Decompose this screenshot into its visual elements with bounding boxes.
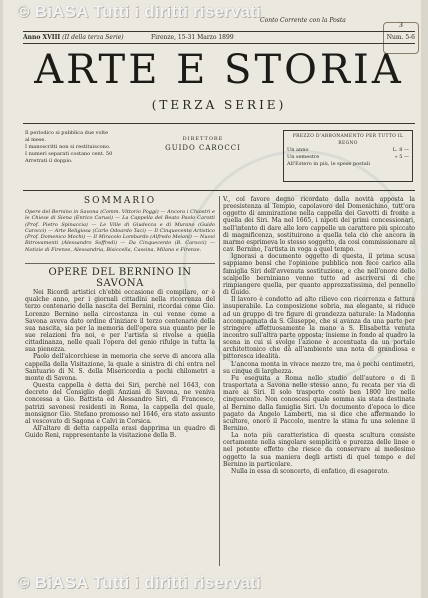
director-name: GUIDO CAROCCI	[165, 144, 241, 152]
right-column	[223, 196, 415, 475]
article-paragraph: Paolo dell'alcorchiese in memoria che serve di ancora alla cappella della Visitazione, la quale a sinistra di chi entra nel Santuario di N. S. della Misericordia a pochi chilometri a monte di Savona.	[25, 353, 215, 382]
newspaper-page	[3, 0, 421, 598]
price-row: Un anno L. 8 —	[287, 147, 409, 153]
issue-number: Num. 5-6	[386, 34, 415, 41]
director-label: DIRETTORE	[182, 136, 224, 142]
article-title: OPERE DEL BERNINO IN SAVONA	[25, 263, 215, 289]
conto-corrente-note: Conto Corrente con la Posta	[260, 17, 346, 24]
sommario-title: SOMMARIO	[83, 196, 157, 206]
column-divider	[219, 196, 220, 566]
watermark-top: © BiASA Tutti i diritti riservati	[17, 2, 261, 21]
watermark-bottom: © BiASA Tutti i diritti riservati	[17, 573, 261, 592]
series-subtitle: (TERZA SERIE)	[151, 98, 287, 112]
masthead-title: ARTE E STORIA	[34, 47, 404, 93]
article-paragraph: Nei Ricordi artistici ch'ebbi occasione di compilare, or è qualche anno, per i giornali cittadini nella ricorrenza del terzo centenario della nascita del Bernini, ricordai come Gio. Lorenzo Bernino nella circostanza in cui venne come a Savona aveva dato ordine d'iniziare il terzo centenario della sua nascita, sia per la memoria dell'opera sua quanto per le sue relazioni fra noi, e per l'artista si rivolse a quella cittadinanza, nelle quali l'opera del genio rifulge in tutta la sua pienezza.	[25, 289, 215, 354]
director-box	[133, 130, 273, 182]
anno: Anno XVIII (II della terza Serie)	[23, 34, 124, 41]
stamp-number: 3	[398, 22, 404, 29]
issue-rule	[23, 43, 415, 44]
header-bottom-rule	[23, 190, 415, 191]
left-column	[25, 196, 215, 439]
article-paragraph: L'ancona monta in vivace mezzo tre, ma è pochi centimetri, su cinque di larghezza.	[223, 360, 415, 375]
top-rule	[23, 31, 415, 32]
article-paragraph: Il lavoro è condotto ad alto rilievo con ricorrenza e fattura insuperabile. La composizione sobria, ma elegante, si riduce ad un gruppo di tre figure di grandezza naturale: la Madonna accompagnata da S. Giuseppe, che si avanza da una parte per stringere affettuosamente la mano a S. Elisabetta venuta incontro sull'altra parte opposta; insieme in fondo al quadro la scena in cui si svolge l'azione è accentuata da un portale architettonico che dà all'ambiente una nota di grandiosa e pittoresca idealità.	[223, 296, 415, 361]
masthead-rule	[23, 123, 415, 124]
article-paragraph: Nulla in essa di sconcerto, di enfatico, di esagerato.	[231, 467, 390, 475]
article-paragraph: V., col favore degno ricordato dalla novità apposta la preesistenza al Tempio, capolavoro del Domenichino, tutt'ora oggetto di ammirazione nella cappella dei Gavotti di fronte a quella dei Siri. Ma nel 1665, i nipoti dei primi concessionari, nell'intento di dare alle loro cappelle un carattere più spiccato di magnificenza, sostituirono a quella tela ciò che ancora in marmo esprimeva lo stesso soggetto, da così commissionare al cav. Bernino, l'artista in voga a quel tempo.	[223, 196, 415, 254]
article-paragraph: La nota più caratteristica di questa scultura consiste certamente nella singolare semplicità e purezza delle linee e nel potente effetto che riesce da conservare al medesimo oggetto la sua maniera degli artisti di quel tempo e del Bernino in particolare.	[223, 432, 415, 468]
price-title: PREZZO D'ABBONAMENTO PER TUTTO IL REGNO	[292, 134, 404, 146]
sommario-text: Opere del Bernino in Savona (Comm. Vittorio Poggi) — Ancora i Chiostri e le Chiese di Siena (Enrico Carusi) — La Cappella del Beato Paolo Carotti (Prof. Pietro Spinaccia) — Le Ville di Giudecca e di Murano (Guido Carocci) — Arte Religiosa (Carlo Odoardo Taci) — Il Cinquecento Artistico (Prof. Domenico Mochi) — Il Miracolo Lombardo (Alfredo Melani) — Nuovi Ritrovamenti (Alessandro Soffredi) — Da Cinquecento (B. Carocci) — Notizie di Firenze, Alessandria, Bisiccella, Cassina, Milano e Firenze.	[25, 209, 215, 253]
article-paragraph: Ignorasi a documento oggetto di questa, il prima scusa sappiamo bensì che l'opinione pubblica non fece carico alla famiglia Siri dell'avvenuta sostituzione, e che nell'onore dello scalpello berniniano venne tutto ad ascriversi di che rimpiangere quella, per quanto apprezzatissima, del pennello di Guido.	[223, 253, 415, 297]
price-box	[283, 130, 413, 182]
publication-notice: Il periodico si pubblica due volte al mese. I manoscritti non si restituiscono. I numeri separati costano cent. 50 Arretrati il doppio.	[25, 130, 113, 164]
article-paragraph: Questa cappella è detta dei Siri, perchè nel 1643, con decreto del Consiglio degli Anziani di Savona, ne veniva concessa a Gio. Battista ed Alessandro Siri, di Francesco, patrizi savonesi residenti in Roma, la cappella del quale, monsignor Gio. Stefano promosso nel 1646, era stato assunto al vescovato di Sagona e Calvi in Corsica.	[25, 382, 215, 425]
article-paragraph: Fu eseguita a Roma nello studio dell'autore e di lì trasportata a Savona nello stesso anno, fu recata per via di mare ai Siri. Il solo trasporto costò ben 1800 lire nelle cinquecento. Non conoscesi quale somma sia stata destinata al Bernino dalla famiglia Siri. Un documento d'epoca lo dice pagato da Angelo Lamberti, ma si dice che affermando lo scultore, onorò il Paccolo, mentre la stima fu una solenne il Bernino.	[223, 374, 415, 432]
price-row: Un semestre » 5 —	[287, 154, 409, 160]
article-paragraph: All'altare di detta cappella erasi dapprima un quadro di Guido Reni, rappresentante la visitazione della B.	[25, 425, 215, 440]
price-row: All'Estero in più, le spese postali	[287, 161, 370, 167]
date-place: Firenze, 15-31 Marzo 1899	[151, 34, 234, 41]
